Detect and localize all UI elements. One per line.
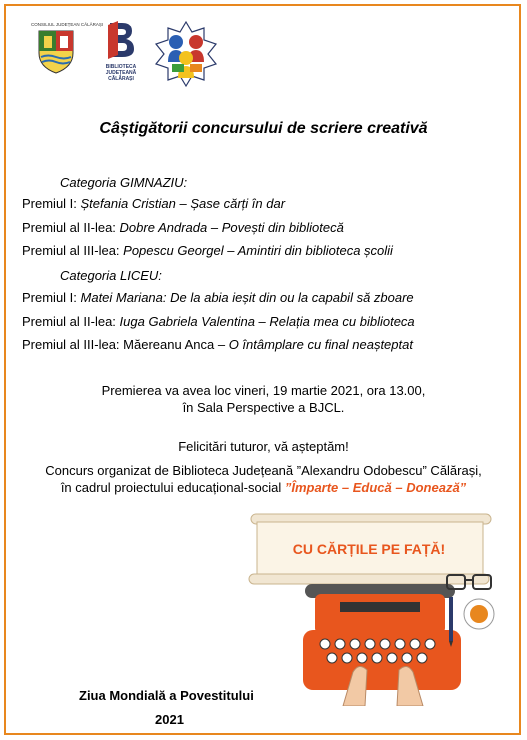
prize-row xyxy=(22,220,344,235)
winner-name: Dobre Andrada xyxy=(119,220,208,235)
cup-icon xyxy=(462,597,496,631)
organizer-line-2 xyxy=(0,480,527,495)
prize-row xyxy=(22,314,415,329)
library-logo-caption-1: BIBLIOTECA xyxy=(105,64,137,70)
congratulations: Felicitări tuturor, vă așteptăm! xyxy=(178,439,349,454)
footer-year: 2021 xyxy=(155,712,184,727)
winner-name: Matei Mariana xyxy=(80,290,163,305)
library-logo xyxy=(100,19,142,89)
pen-icon xyxy=(447,597,455,647)
prize-label: Premiul al III-lea: xyxy=(22,243,124,258)
county-logo-caption: CONSILIUL JUDEȚEAN CĂLĂRAȘI xyxy=(31,22,104,27)
work-title: Amintiri din biblioteca școlii xyxy=(237,243,393,258)
glasses-icon xyxy=(445,572,493,592)
library-logo-icon xyxy=(104,19,138,59)
prize-row xyxy=(22,196,285,211)
premiere-line-1: Premierea va avea loc vineri, 19 martie 2021, ora 13.00, xyxy=(101,383,426,398)
premiere-line-2: în Sala Perspective a BJCL. xyxy=(182,400,345,415)
project-name: ”Împarte – Educă – Donează” xyxy=(284,480,467,495)
library-logo-caption-2: JUDEȚEANĂ xyxy=(105,70,137,76)
county-logo xyxy=(31,22,104,78)
prize-label: Premiul al III-lea: xyxy=(22,337,124,352)
work-title: Șase cărți în dar xyxy=(190,196,286,211)
banner-text: CU CĂRȚILE PE FAȚĂ! xyxy=(292,541,446,557)
prize-label: Premiul al II-lea: xyxy=(22,220,120,235)
organizer-line-1: Concurs organizat de Biblioteca Județeană ”Alexandru Odobescu” Călărași, xyxy=(45,463,482,478)
separator: – xyxy=(175,196,191,211)
work-title: Relația mea cu biblioteca xyxy=(269,314,415,329)
prize-row xyxy=(22,290,414,305)
winner-name: Popescu Georgel xyxy=(123,243,224,258)
winner-name: Iuga Gabriela Valentina xyxy=(119,314,255,329)
library-logo-caption-3: CĂLĂRAȘI xyxy=(108,76,134,82)
project-logo-icon xyxy=(150,18,222,90)
page-title: Câștigătorii concursului de scriere creativă xyxy=(99,120,428,137)
county-coat-of-arms-icon xyxy=(31,27,81,75)
winner-name: Ștefania Cristian xyxy=(80,196,176,211)
project-logo xyxy=(150,18,222,90)
prize-label: Premiul al II-lea: xyxy=(22,314,120,329)
prize-label: Premiul I: xyxy=(22,290,81,305)
separator: : xyxy=(162,290,171,305)
prize-row xyxy=(22,337,413,352)
work-title: Povești din bibliotecă xyxy=(221,220,344,235)
category-liceu: Categoria LICEU: xyxy=(60,268,162,283)
work-title: De la abia ieșit din ou la capabil să zboare xyxy=(170,290,414,305)
prize-label: Premiul I: xyxy=(22,196,81,211)
separator: – xyxy=(254,314,270,329)
winner-name: Măereanu Anca xyxy=(123,337,215,352)
organizer-prefix: în cadrul proiectului educațional-social xyxy=(60,480,285,495)
category-gimnaziu: Categoria GIMNAZIU: xyxy=(60,175,188,190)
work-title: O întâmplare cu final neașteptat xyxy=(228,337,413,352)
separator: – xyxy=(214,337,229,352)
prize-row xyxy=(22,243,393,258)
separator: – xyxy=(207,220,222,235)
footer-line-1: Ziua Mondială a Povestitului xyxy=(79,688,254,703)
separator: – xyxy=(223,243,238,258)
